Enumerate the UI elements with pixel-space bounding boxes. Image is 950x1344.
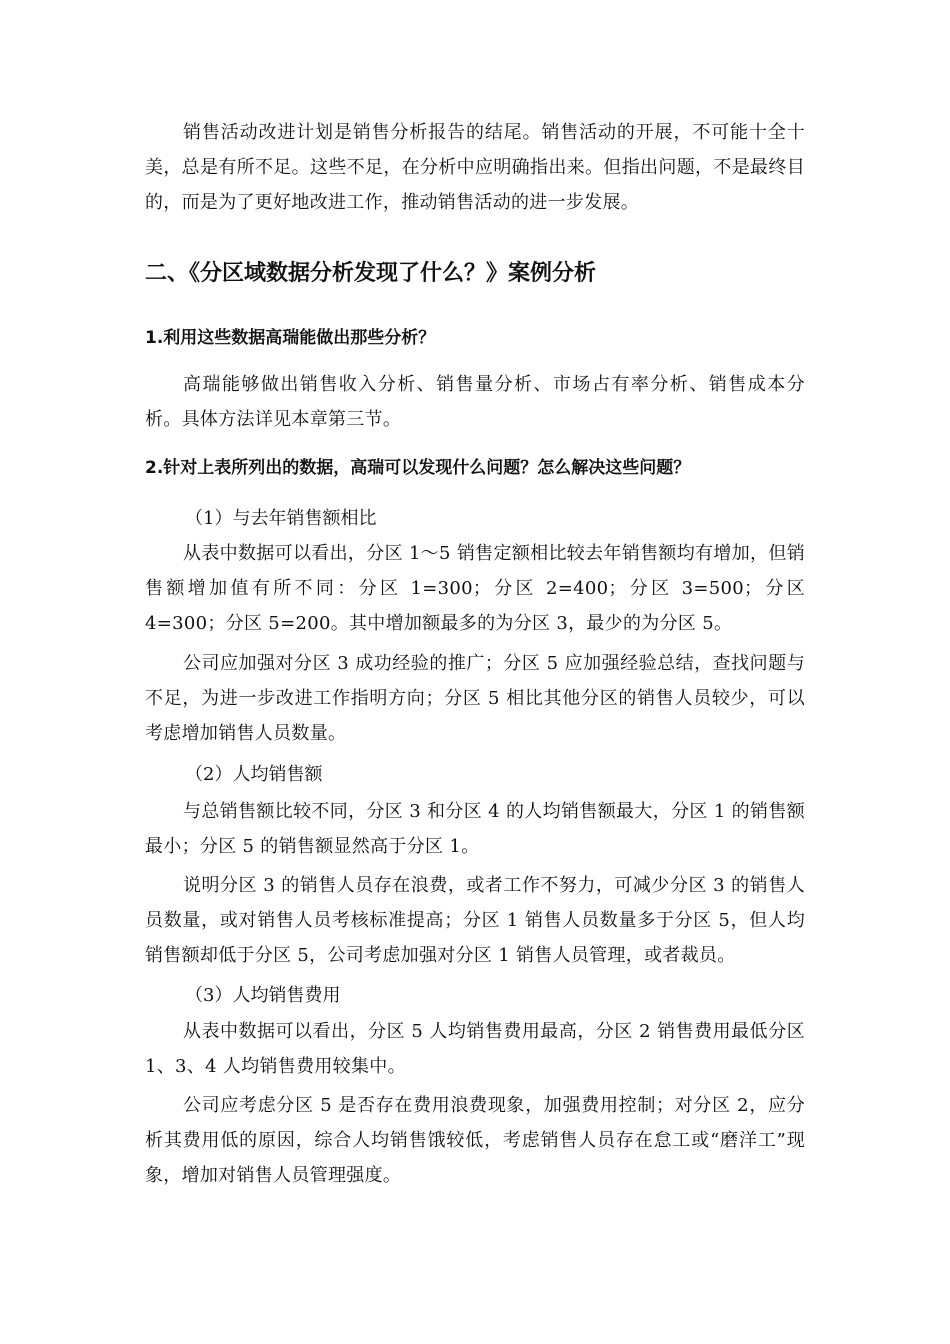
section-3-paragraph-2: 公司应考虑分区 5 是否存在费用浪费现象，加强费用控制；对分区 2，应分析其费用低的原因，综合人均销售饿较低，考虑销售人员存在怠工或“磨洋工”现象，增加对销售人员管理强度。 <box>145 1095 805 1186</box>
section-heading: 二、《分区域数据分析发现了什么？》案例分析 <box>145 261 597 286</box>
question-2-heading: 2.针对上表所列出的数据，高瑞可以发现什么问题？怎么解决这些问题？ <box>145 458 691 478</box>
subheading-1: （1）与去年销售额相比 <box>185 508 377 529</box>
section-2-paragraph-1: 与总销售额比较不同，分区 3 和分区 4 的人均销售额最大，分区 1 的销售额最小；分区 5 的销售额显然高于分区 1。 <box>145 801 805 857</box>
section-1-paragraph-2: 公司应加强对分区 3 成功经验的推广；分区 5 应加强经验总结，查找问题与不足，为进一步改进工作指明方向；分区 5 相比其他分区的销售人员较少，可以考虑增加销售人员数量。 <box>145 653 805 744</box>
intro-paragraph: 销售活动改进计划是销售分析报告的结尾。销售活动的开展，不可能十全十美，总是有所不足。这些不足，在分析中应明确指出来。但指出问题，不是最终目的，而是为了更好地改进工作，推动销售活动的进一步发展。 <box>145 122 805 213</box>
subheading-3: （3）人均销售费用 <box>185 985 341 1006</box>
section-2-paragraph-2: 说明分区 3 的销售人员存在浪费，或者工作不努力，可减少分区 3 的销售人员数量，或对销售人员考核标准提高；分区 1 销售人员数量多于分区 5，但人均销售额却低于分区 5，公司考虑加强对分区 1 销售人员管理，或者裁员。 <box>145 875 805 966</box>
section-3-paragraph-1: 从表中数据可以看出，分区 5 人均销售费用最高，分区 2 销售费用最低分区 1、3、4 人均销售费用较集中。 <box>145 1021 805 1077</box>
subheading-2: （2）人均销售额 <box>185 764 323 785</box>
section-1-paragraph-1: 从表中数据可以看出，分区 1～5 销售定额相比较去年销售额均有增加，但销售额增加值有所不同：分区 1=300；分区 2=400；分区 3=500；分区 4=300；分区 5=200。其中增加额最多的为分区 3，最少的为分区 5。 <box>145 543 805 634</box>
answer-1-paragraph: 高瑞能够做出销售收入分析、销售量分析、市场占有率分析、销售成本分析。具体方法详见本章第三节。 <box>145 374 805 430</box>
question-1-heading: 1.利用这些数据高瑞能做出那些分析？ <box>145 328 436 348</box>
